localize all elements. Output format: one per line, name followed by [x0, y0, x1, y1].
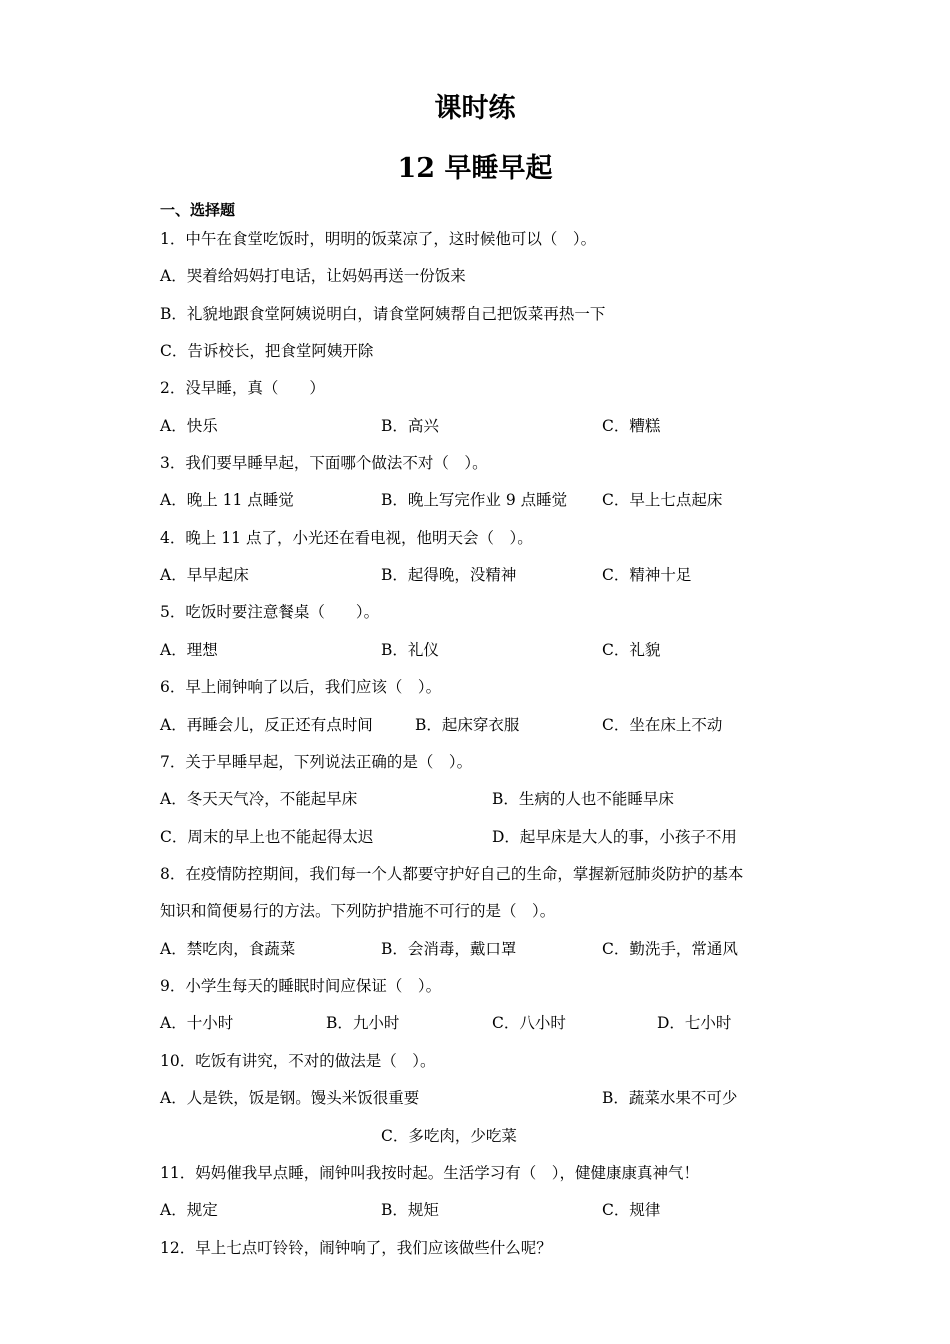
question-8-stem-line-1: 8．在疫情防控期间，我们每一个人都要守护好自己的生命，掌握新冠肺炎防护的基本 — [160, 865, 744, 883]
question-3-option-a: A．晚上 11 点睡觉 — [160, 491, 294, 509]
question-7-option-b: B．生病的人也不能睡早床 — [492, 790, 674, 808]
question-9-stem: 9．小学生每天的睡眠时间应保证（ ）。 — [160, 977, 442, 995]
question-11-option-c: C．规律 — [602, 1201, 661, 1219]
question-2-option-c: C．糟糕 — [602, 417, 661, 435]
question-8-option-b: B．会消毒，戴口罩 — [381, 940, 517, 958]
question-9-option-b: B．九小时 — [326, 1014, 400, 1032]
lesson-title: 12 早睡早起 — [397, 153, 553, 184]
question-7-option-c: C．周末的早上也不能起得太迟 — [160, 828, 374, 846]
question-12-stem: 12．早上七点叮铃铃，闹钟响了，我们应该做些什么呢？ — [160, 1239, 552, 1257]
question-5-option-a: A．理想 — [160, 641, 218, 659]
question-5-option-b: B．礼仪 — [381, 641, 439, 659]
question-7-stem: 7．关于早睡早起，下列说法正确的是（ ）。 — [160, 753, 473, 771]
question-4-option-c: C．精神十足 — [602, 566, 692, 584]
question-5-stem: 5．吃饭时要注意餐桌（ ）。 — [160, 603, 380, 621]
question-2-option-a: A．快乐 — [160, 417, 218, 435]
question-4-option-a: A．早早起床 — [160, 566, 249, 584]
question-9-option-c: C．八小时 — [492, 1014, 566, 1032]
question-4-option-b: B．起得晚，没精神 — [381, 566, 517, 584]
question-10-stem: 10．吃饭有讲究，不对的做法是（ ）。 — [160, 1052, 436, 1070]
question-8-option-c: C．勤洗手，常通风 — [602, 940, 738, 958]
question-9-option-a: A．十小时 — [160, 1014, 234, 1032]
question-6-stem: 6．早上闹钟响了以后，我们应该（ ）。 — [160, 678, 442, 696]
page-title: 课时练 — [434, 93, 516, 124]
question-5-option-c: C．礼貌 — [602, 641, 661, 659]
question-6-option-b: B．起床穿衣服 — [415, 716, 520, 734]
question-11-stem: 11．妈妈催我早点睡，闹钟叫我按时起。生活学习有（ ），健健康康真神气！ — [160, 1164, 699, 1182]
question-3-option-c: C．早上七点起床 — [602, 491, 723, 509]
question-1-option-b: B．礼貌地跟食堂阿姨说明白，请食堂阿姨帮自己把饭菜再热一下 — [160, 305, 606, 323]
question-10-option-a: A．人是铁，饭是钢。馒头米饭很重要 — [160, 1089, 420, 1107]
question-6-option-c: C．坐在床上不动 — [602, 716, 723, 734]
question-6-option-a: A．再睡会儿，反正还有点时间 — [160, 716, 373, 734]
question-9-option-d: D．七小时 — [657, 1014, 732, 1032]
question-3-option-b: B．晚上写完作业 9 点睡觉 — [381, 491, 568, 509]
question-8-stem-line-2: 知识和简便易行的方法。下列防护措施不可行的是（ ）。 — [160, 902, 556, 920]
question-8-option-a: A．禁吃肉，食蔬菜 — [160, 940, 296, 958]
question-7-option-d: D．起早床是大人的事，小孩子不用 — [492, 828, 737, 846]
question-1-option-a: A．哭着给妈妈打电话，让妈妈再送一份饭来 — [160, 267, 466, 285]
question-11-option-b: B．规矩 — [381, 1201, 439, 1219]
question-3-stem: 3．我们要早睡早起，下面哪个做法不对（ ）。 — [160, 454, 488, 472]
question-10-option-c: C．多吃肉，少吃菜 — [381, 1127, 517, 1145]
question-1-option-c: C．告诉校长，把食堂阿姨开除 — [160, 342, 374, 360]
section-heading: 一、选择题 — [160, 201, 236, 219]
question-7-option-a: A．冬天天气冷，不能起早床 — [160, 790, 358, 808]
question-1-stem: 1．中午在食堂吃饭时，明明的饭菜凉了，这时候他可以（ ）。 — [160, 230, 597, 248]
question-10-option-b: B．蔬菜水果不可少 — [602, 1089, 738, 1107]
question-2-option-b: B．高兴 — [381, 417, 439, 435]
question-4-stem: 4．晚上 11 点了，小光还在看电视，他明天会（ ）。 — [160, 529, 533, 547]
question-2-stem: 2．没早睡，真（ ） — [160, 379, 325, 397]
question-11-option-a: A．规定 — [160, 1201, 218, 1219]
